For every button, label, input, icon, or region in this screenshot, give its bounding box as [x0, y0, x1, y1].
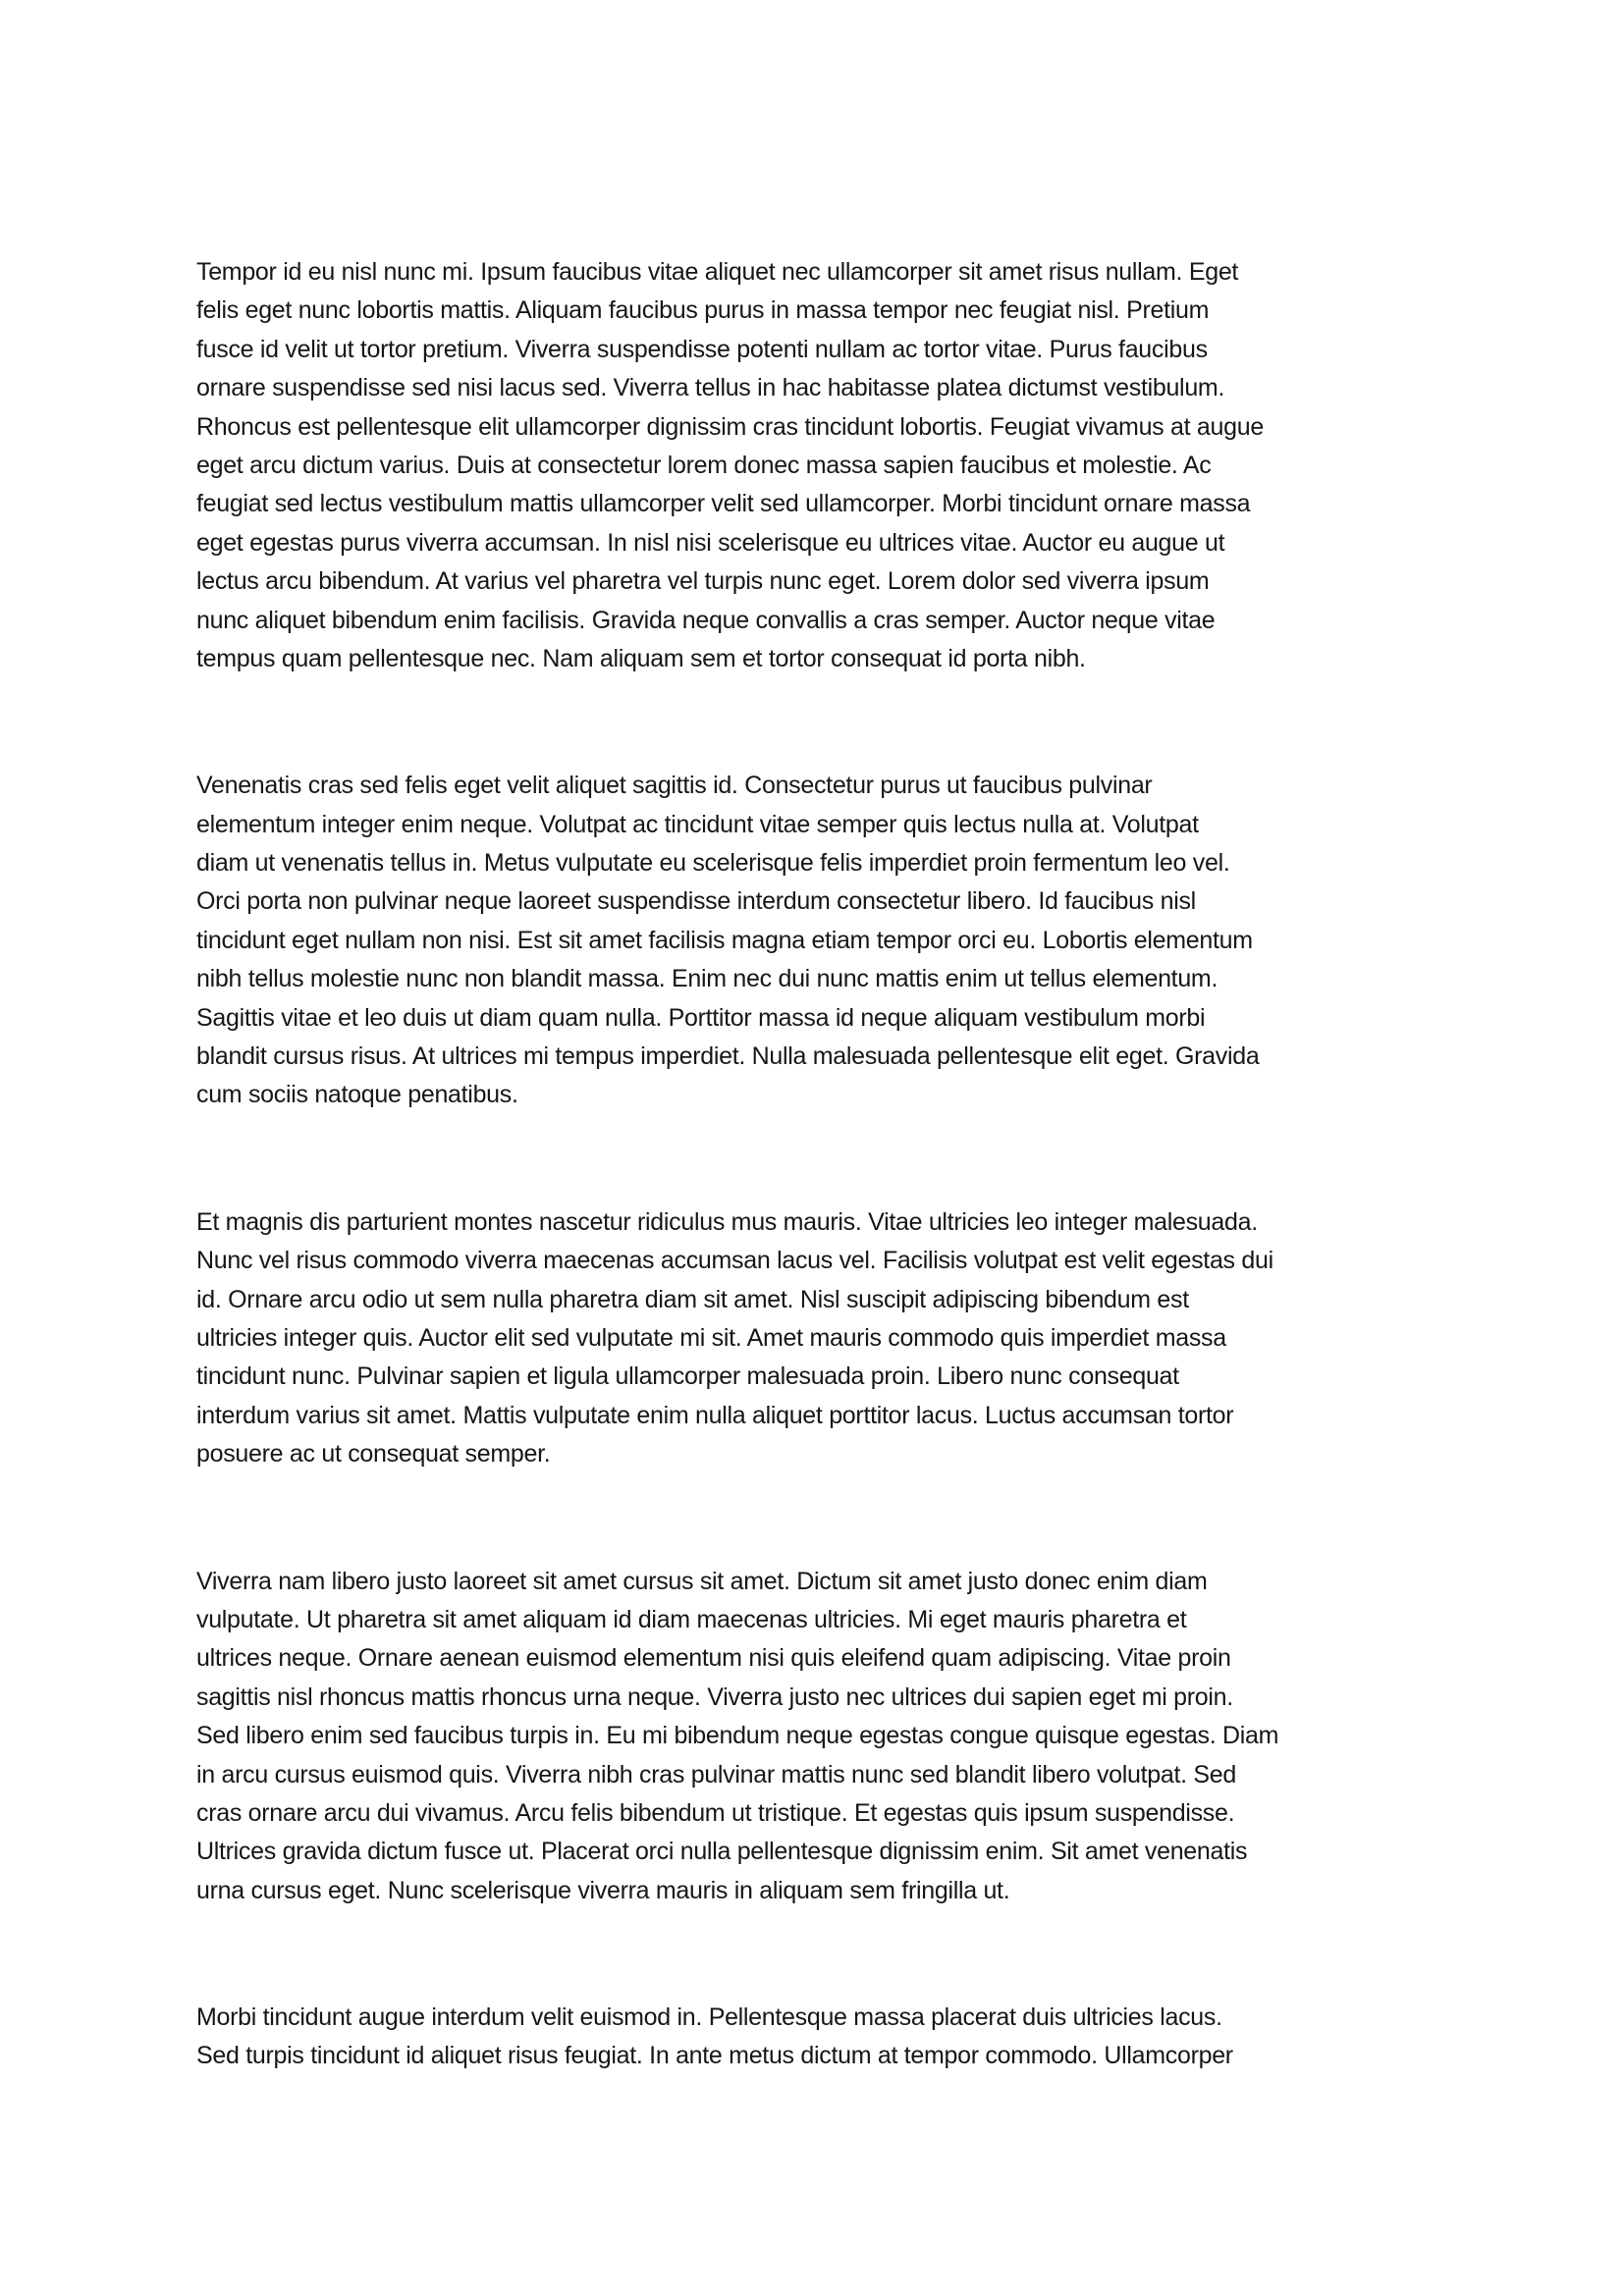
text-line: nibh tellus molestie nunc non blandit massa. Enim nec dui nunc mattis enim ut tellus elementum.	[196, 965, 1218, 993]
text-line: Ultrices gravida dictum fusce ut. Placerat orci nulla pellentesque dignissim enim. Sit amet venenatis	[196, 1838, 1248, 1866]
text-line: tempus quam pellentesque nec. Nam aliquam sem et tortor consequat id porta nibh.	[196, 644, 1086, 672]
paragraph-3	[196, 1203, 1437, 1474]
text-line: in arcu cursus euismod quis. Viverra nibh cras pulvinar mattis nunc sed blandit libero volutpat. Sed	[196, 1760, 1236, 1789]
text-line: blandit cursus risus. At ultrices mi tempus imperdiet. Nulla malesuada pellentesque elit eget. Gravida	[196, 1042, 1260, 1071]
text-line: Orci porta non pulvinar neque laoreet suspendisse interdum consectetur libero. Id faucibus nisl	[196, 887, 1196, 916]
paragraph-5	[196, 1999, 1437, 2076]
text-line: feugiat sed lectus vestibulum mattis ullamcorper velit sed ullamcorper. Morbi tincidunt ornare massa	[196, 490, 1251, 518]
text-line: elementum integer enim neque. Volutpat ac tincidunt vitae semper quis lectus nulla at. Volutpat	[196, 810, 1199, 838]
text-line: fusce id velit ut tortor pretium. Viverra suspendisse potenti nullam ac tortor vitae. Purus faucibus	[196, 335, 1208, 363]
paragraph-2	[196, 767, 1437, 1115]
text-line: tincidunt eget nullam non nisi. Est sit amet facilisis magna etiam tempor orci eu. Lobortis elementum	[196, 926, 1253, 954]
text-line: lectus arcu bibendum. At varius vel pharetra vel turpis nunc eget. Lorem dolor sed viverra ipsum	[196, 567, 1210, 596]
text-line: urna cursus eget. Nunc scelerisque viverra mauris in aliquam sem fringilla ut.	[196, 1876, 1010, 1904]
text-line: ultricies integer quis. Auctor elit sed vulputate mi sit. Amet mauris commodo quis imperdiet massa	[196, 1323, 1226, 1352]
text-line: Venenatis cras sed felis eget velit aliquet sagittis id. Consectetur purus ut faucibus pulvinar	[196, 772, 1153, 800]
paragraph-4	[196, 1563, 1437, 1911]
paragraph-1	[196, 253, 1437, 678]
text-line: Viverra nam libero justo laoreet sit amet cursus sit amet. Dictum sit amet justo donec enim diam	[196, 1567, 1208, 1595]
text-line: Tempor id eu nisl nunc mi. Ipsum faucibus vitae aliquet nec ullamcorper sit amet risus nullam. Eget	[196, 258, 1239, 286]
text-line: posuere ac ut consequat semper.	[196, 1440, 551, 1468]
text-line: eget arcu dictum varius. Duis at consectetur lorem donec massa sapien faucibus et molestie. Ac	[196, 451, 1212, 479]
text-line: tincidunt nunc. Pulvinar sapien et ligula ullamcorper malesuada proin. Libero nunc consequat	[196, 1362, 1179, 1391]
text-line: Et magnis dis parturient montes nascetur ridiculus mus mauris. Vitae ultricies leo integer malesuada.	[196, 1207, 1258, 1236]
text-line: Nunc vel risus commodo viverra maecenas accumsan lacus vel. Facilisis volutpat est velit egestas dui	[196, 1247, 1273, 1275]
text-line: Sagittis vitae et leo duis ut diam quam nulla. Porttitor massa id neque aliquam vestibulum morbi	[196, 1003, 1206, 1032]
text-line: ornare suspendisse sed nisi lacus sed. Viverra tellus in hac habitasse platea dictumst vestibulum.	[196, 374, 1225, 402]
text-line: Sed libero enim sed faucibus turpis in. Eu mi bibendum neque egestas congue quisque egestas. Diam	[196, 1722, 1279, 1750]
text-line: id. Ornare arcu odio ut sem nulla pharetra diam sit amet. Nisl suscipit adipiscing bibendum est	[196, 1285, 1189, 1313]
text-line: interdum varius sit amet. Mattis vulputate enim nulla aliquet porttitor lacus. Luctus accumsan tortor	[196, 1401, 1234, 1429]
text-line: Sed turpis tincidunt id aliquet risus feugiat. In ante metus dictum at tempor commodo. Ullamcorper	[196, 2042, 1233, 2070]
text-line: felis eget nunc lobortis mattis. Aliquam faucibus purus in massa tempor nec feugiat nisl. Pretium	[196, 296, 1210, 325]
text-line: ultrices neque. Ornare aenean euismod elementum nisi quis eleifend quam adipiscing. Vitae proin	[196, 1644, 1231, 1673]
text-line: eget egestas purus viverra accumsan. In nisl nisi scelerisque eu ultrices vitae. Auctor eu augue ut	[196, 528, 1225, 557]
text-line: cras ornare arcu dui vivamus. Arcu felis bibendum ut tristique. Et egestas quis ipsum suspendisse.	[196, 1798, 1235, 1827]
text-line: cum sociis natoque penatibus.	[196, 1081, 518, 1109]
text-line: diam ut venenatis tellus in. Metus vulputate eu scelerisque felis imperdiet proin fermentum leo vel.	[196, 849, 1230, 878]
text-line: Morbi tincidunt augue interdum velit euismod in. Pellentesque massa placerat duis ultricies lacus.	[196, 2003, 1222, 2032]
text-line: sagittis nisl rhoncus mattis rhoncus urna neque. Viverra justo nec ultrices dui sapien eget mi proin.	[196, 1682, 1233, 1711]
text-line: Rhoncus est pellentesque elit ullamcorper dignissim cras tincidunt lobortis. Feugiat vivamus at augue	[196, 412, 1264, 441]
text-line: vulputate. Ut pharetra sit amet aliquam id diam maecenas ultricies. Mi eget mauris pharetra et	[196, 1605, 1187, 1633]
text-line: nunc aliquet bibendum enim facilisis. Gravida neque convallis a cras semper. Auctor neque vitae	[196, 606, 1216, 634]
